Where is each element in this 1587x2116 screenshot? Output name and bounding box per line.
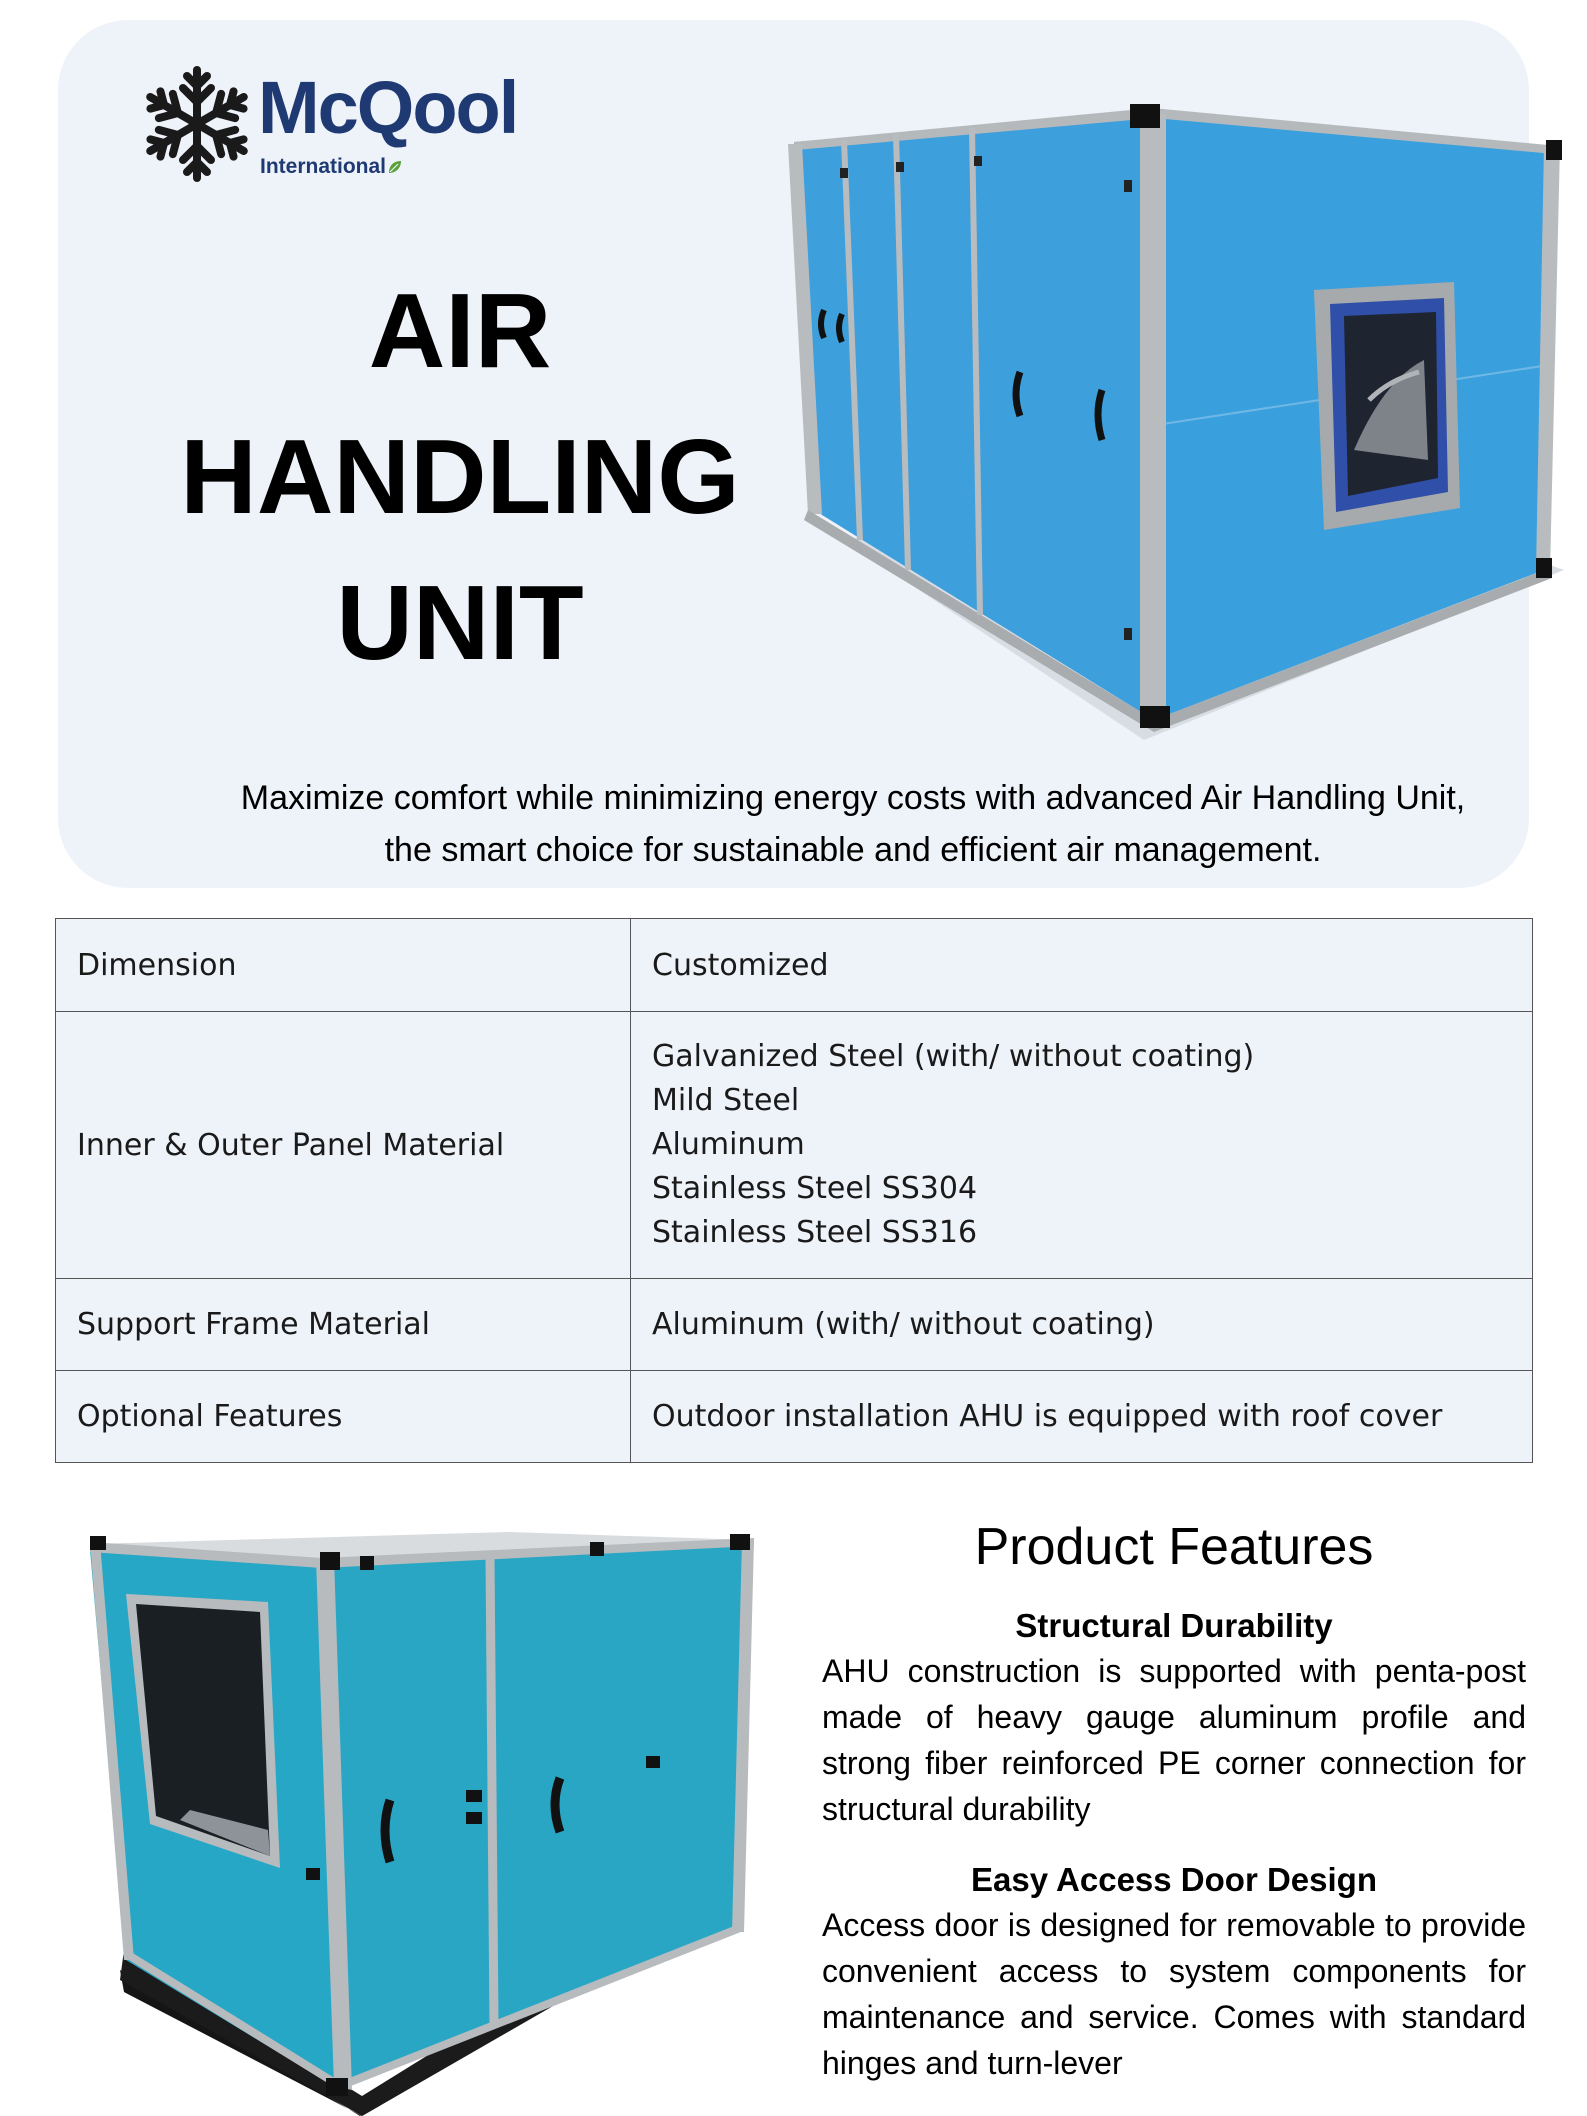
spec-value: Mild Steel xyxy=(652,1083,800,1118)
hero-title-line: AIR xyxy=(368,272,552,390)
features-title: Product Features xyxy=(974,1518,1374,1576)
brand-logo xyxy=(142,64,542,184)
spec-value-list xyxy=(631,1012,1533,1279)
spec-label: Inner & Outer Panel Material xyxy=(56,1012,631,1279)
table-row xyxy=(56,1371,1533,1463)
tagline-line: Maximize comfort while minimizing energy costs with advanced Air Handling Unit, xyxy=(240,779,1466,817)
brand-subtitle-text: International xyxy=(260,155,387,178)
tagline-line: the smart choice for sustainable and efficient air management. xyxy=(384,831,1322,869)
feature-spacer xyxy=(822,1832,1526,1858)
hero-title-line: UNIT xyxy=(336,564,584,682)
spec-value: Galvanized Steel (with/ without coating) xyxy=(652,1039,1255,1074)
table-row xyxy=(56,1279,1533,1371)
spec-value: Outdoor installation AHU is equipped with roof cover xyxy=(631,1371,1533,1463)
brand-subtitle xyxy=(260,154,402,180)
hero-title-line: HANDLING xyxy=(180,418,740,536)
spec-table xyxy=(55,918,1533,1463)
table-row xyxy=(56,919,1533,1012)
spec-label: Support Frame Material xyxy=(56,1279,631,1371)
feature-body: AHU construction is supported with penta-post made of heavy gauge aluminum profile and strong fiber reinforced PE corner connection for structural durability xyxy=(822,1653,1526,1827)
spec-value: Aluminum xyxy=(652,1127,805,1162)
snowflake-icon xyxy=(142,64,252,184)
hero-panel xyxy=(58,20,1529,888)
feature-body: Access door is designed for removable to provide convenient access to system components for maintenance and service. Comes with standard hinges and turn-lever xyxy=(822,1907,1526,2081)
spec-value: Stainless Steel SS304 xyxy=(652,1171,978,1206)
ahu-product-photo xyxy=(784,70,1564,750)
spec-value: Aluminum (with/ without coating) xyxy=(631,1279,1533,1371)
ahu-product-photo-2 xyxy=(90,1530,762,2116)
leaf-icon xyxy=(388,160,402,174)
spec-label: Optional Features xyxy=(56,1371,631,1463)
table-row xyxy=(56,1012,1533,1279)
spec-value: Customized xyxy=(631,919,1533,1012)
feature-heading: Easy Access Door Design xyxy=(971,1861,1377,1898)
hero-tagline xyxy=(148,772,1558,876)
spec-value: Stainless Steel SS316 xyxy=(652,1215,978,1250)
product-features xyxy=(822,1512,1526,2086)
hero-title xyxy=(150,258,770,696)
feature-heading: Structural Durability xyxy=(1015,1607,1333,1644)
spec-label: Dimension xyxy=(56,919,631,1012)
brand-name: McQool xyxy=(258,66,518,149)
